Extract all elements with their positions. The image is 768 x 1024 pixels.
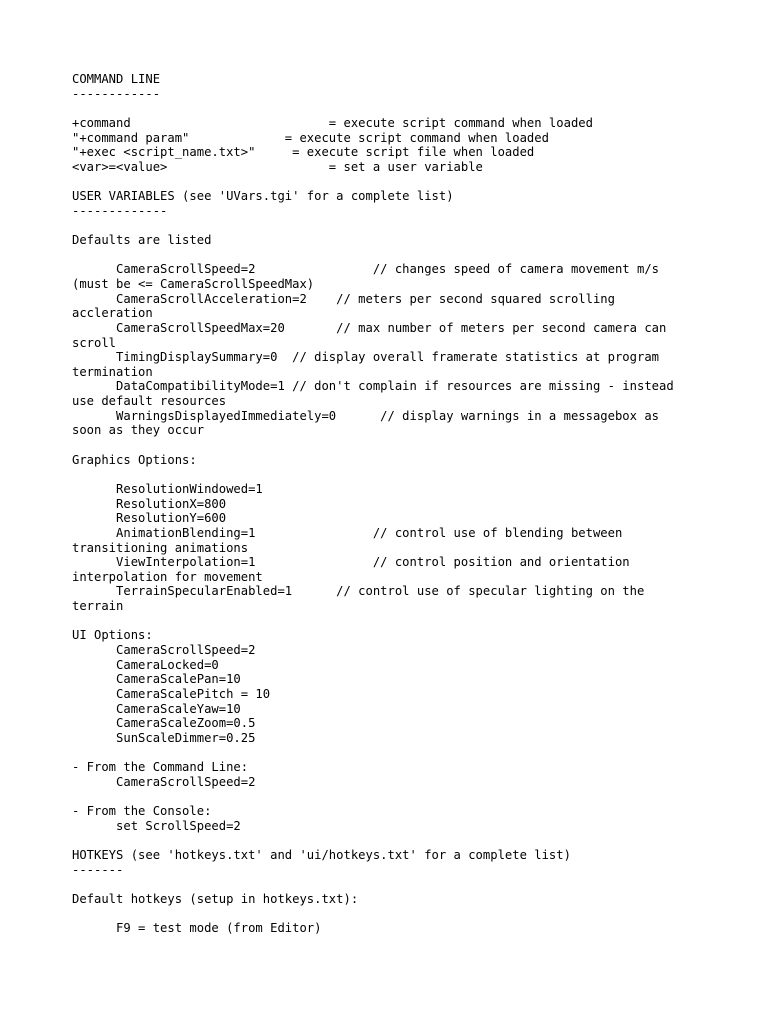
text-line: - From the Console: [72,804,212,819]
text-line: CameraScalePan=10 [72,672,241,687]
text-line: ------- [72,862,124,877]
text-line: Defaults are listed [72,233,212,248]
text-line: COMMAND LINE [72,72,161,86]
text-line: scroll [72,335,117,350]
text-line: transitioning animations [72,540,249,555]
text-line: ------------- [72,203,168,218]
text-line: Default hotkeys (setup in hotkeys.txt): [72,891,359,906]
text-line: DataCompatibilityMode=1 // don't complain if resources are missing - instead [72,379,674,394]
text-line: WarningsDisplayedImmediately=0 // display warnings in a messagebox as [72,408,659,423]
blank-line [72,248,712,263]
text-line: CameraScrollSpeed=2 // changes speed of camera movement m/s [72,262,659,277]
text-line: AnimationBlending=1 // control use of blending between [72,525,623,540]
text-line: accleration [72,306,153,321]
blank-line [72,877,712,892]
document-page [72,72,712,936]
text-line: use default resources [72,394,227,409]
text-line: soon as they occur [72,423,205,438]
blank-line [72,101,712,116]
text-line: ViewInterpolation=1 // control position and orientation [72,555,630,570]
text-line: - From the Command Line: [72,760,249,775]
text-line: ResolutionY=600 [72,511,227,526]
blank-line [72,789,712,804]
text-line: "+command param" = execute script command when loaded [72,130,549,145]
text-line: UI Options: [72,628,153,643]
text-line: HOTKEYS (see 'hotkeys.txt' and 'ui/hotkeys.txt' for a complete list) [72,847,571,862]
blank-line [72,438,712,453]
text-line: terrain [72,599,124,614]
text-line: ResolutionWindowed=1 [72,481,263,496]
text-line: "+exec <script_name.txt>" = execute script file when loaded [72,145,535,160]
text-line: CameraScrollSpeed=2 [72,642,256,657]
text-line: CameraScalePitch = 10 [72,686,271,701]
text-line: (must be <= CameraScrollSpeedMax) [72,276,315,291]
text-line: USER VARIABLES (see 'UVars.tgi' for a complete list) [72,189,454,204]
blank-line [72,614,712,629]
blank-line [72,833,712,848]
blank-line [72,218,712,233]
text-line: +command = execute script command when loaded [72,115,593,130]
text-line: termination [72,364,153,379]
text-line: ------------ [72,86,161,101]
text-line: interpolation for movement [72,569,263,584]
blank-line [72,174,712,189]
text-line: <var>=<value> = set a user variable [72,159,483,174]
text-line: SunScaleDimmer=0.25 [72,730,256,745]
blank-line [72,907,712,922]
text-line: CameraScrollSpeed=2 [72,774,256,789]
text-line: CameraScaleYaw=10 [72,701,241,716]
text-line: F9 = test mode (from Editor) [72,921,322,936]
text-line: TimingDisplaySummary=0 // display overall framerate statistics at program [72,350,659,365]
text-line: ResolutionX=800 [72,496,227,511]
text-line: CameraScrollSpeedMax=20 // max number of meters per second camera can [72,320,667,335]
blank-line [72,745,712,760]
text-line: set ScrollSpeed=2 [72,818,241,833]
text-line: CameraLocked=0 [72,657,219,672]
blank-line [72,467,712,482]
text-line: CameraScrollAcceleration=2 // meters per second squared scrolling [72,291,615,306]
text-line: TerrainSpecularEnabled=1 // control use of specular lighting on the [72,584,645,599]
text-line: Graphics Options: [72,452,197,467]
text-line: CameraScaleZoom=0.5 [72,716,256,731]
